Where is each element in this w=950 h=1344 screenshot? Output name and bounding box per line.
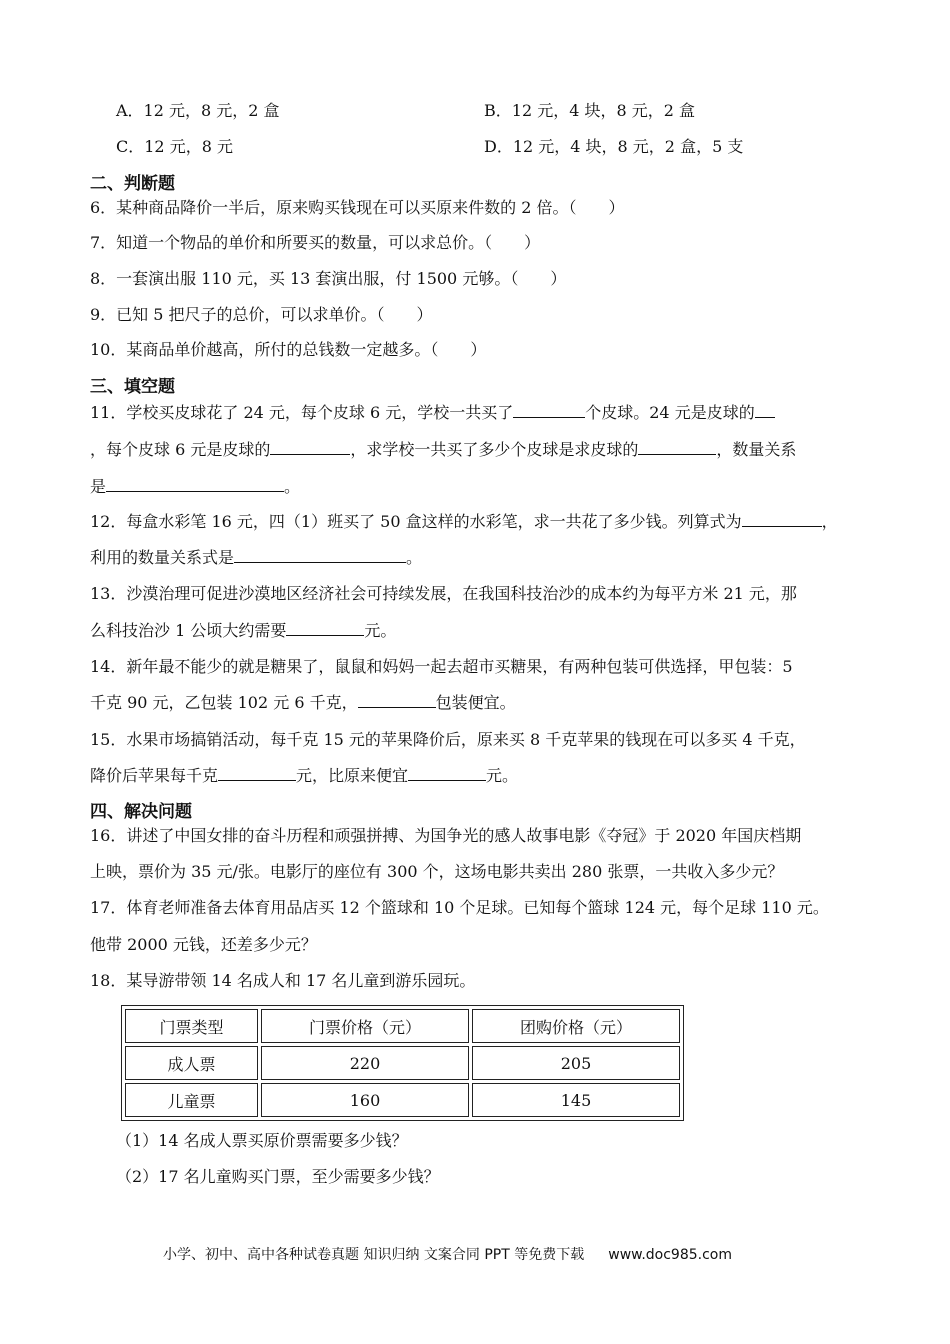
table-header-row bbox=[125, 1009, 680, 1043]
table-cell: 儿童票 bbox=[125, 1083, 258, 1117]
option-a: A．12 元，8 元，2 盒 bbox=[116, 101, 280, 120]
answer-blank[interactable] bbox=[408, 765, 486, 781]
q12-text-2: ， bbox=[821, 512, 838, 531]
question-11-line-3 bbox=[90, 476, 300, 498]
table-header-cell: 门票类型 bbox=[125, 1009, 258, 1043]
q13-text-2: 么科技治沙 1 公顷大约需要 bbox=[90, 621, 287, 640]
question-12-line-2 bbox=[90, 547, 422, 569]
q13-text-3: 元。 bbox=[364, 621, 397, 640]
table-cell: 220 bbox=[261, 1046, 469, 1080]
question-6: 6．某种商品降价一半后，原来购买钱现在可以买原来件数的 2 倍。（ ） bbox=[90, 198, 625, 217]
q15-text-3: 元，比原来便宜 bbox=[296, 766, 409, 785]
question-17-line-1: 17．体育老师准备去体育用品店买 12 个篮球和 10 个足球。已知每个篮球 124 元，每个足球 110 元。 bbox=[90, 898, 829, 917]
option-b: B．12 元，4 块，8 元，2 盒 bbox=[484, 101, 696, 120]
question-9: 9．已知 5 把尺子的总价，可以求单价。（ ） bbox=[90, 305, 433, 324]
answer-blank[interactable] bbox=[358, 692, 436, 708]
footer-site-link[interactable]: www.doc985.com bbox=[608, 1247, 732, 1263]
answer-blank[interactable] bbox=[286, 620, 364, 636]
page-footer bbox=[163, 1246, 732, 1264]
q14-text-2: 千克 90 元，乙包装 102 元 6 千克， bbox=[90, 693, 358, 712]
question-14-line-2 bbox=[90, 692, 516, 714]
question-11-line-2 bbox=[90, 439, 796, 461]
question-17-line-2: 他带 2000 元钱，还差多少元？ bbox=[90, 935, 317, 954]
q11-text-1: 11．学校买皮球花了 24 元，每个皮球 6 元，学校一共买了 bbox=[90, 403, 514, 422]
table-cell: 145 bbox=[472, 1083, 680, 1117]
question-15-line-2 bbox=[90, 765, 518, 787]
table-row bbox=[125, 1083, 680, 1117]
question-10: 10．某商品单价越高，所付的总钱数一定越多。（ ） bbox=[90, 340, 487, 359]
table-header-cell: 门票价格（元） bbox=[261, 1009, 469, 1043]
table-row bbox=[125, 1046, 680, 1080]
question-12-line-1 bbox=[90, 511, 838, 533]
q11-text-5: ，数量关系 bbox=[716, 440, 797, 459]
q14-text-3: 包装便宜。 bbox=[435, 693, 516, 712]
section-heading-problems: 四、解决问题 bbox=[90, 802, 192, 822]
answer-blank[interactable] bbox=[270, 439, 350, 455]
table-header-cell: 团购价格（元） bbox=[472, 1009, 680, 1043]
question-13-line-1: 13．沙漠治理可促进沙漠地区经济社会可持续发展，在我国科技治沙的成本约为每平方米 21 元，那 bbox=[90, 584, 797, 603]
answer-blank[interactable] bbox=[742, 511, 822, 527]
footer-text: 小学、初中、高中各种试卷真题 知识归纳 文案合同 PPT 等免费下载 bbox=[163, 1247, 585, 1263]
section-heading-judgement: 二、判断题 bbox=[90, 174, 175, 194]
section-heading-fill-blank: 三、填空题 bbox=[90, 377, 175, 397]
question-16-line-1: 16．讲述了中国女排的奋斗历程和顽强拼搏、为国争光的感人故事电影《夺冠》于 2020 年国庆档期 bbox=[90, 826, 802, 845]
q11-text-3: ，每个皮球 6 元是皮球的 bbox=[90, 440, 271, 459]
option-c: C．12 元，8 元 bbox=[116, 137, 233, 156]
q12-text-4: 。 bbox=[406, 548, 423, 567]
question-15-line-1: 15．水果市场搞销活动，每千克 15 元的苹果降价后，原来买 8 千克苹果的钱现在可以多买 4 千克， bbox=[90, 730, 806, 749]
answer-blank[interactable] bbox=[218, 765, 296, 781]
q15-text-2: 降价后苹果每千克 bbox=[90, 766, 219, 785]
q11-text-6: 是 bbox=[90, 477, 107, 496]
q11-text-7: 。 bbox=[284, 477, 301, 496]
answer-blank[interactable] bbox=[513, 402, 585, 418]
answer-blank[interactable] bbox=[106, 476, 284, 492]
question-16-line-2: 上映，票价为 35 元/张。电影厅的座位有 300 个，这场电影共卖出 280 张票，一共收入多少元？ bbox=[90, 862, 784, 881]
table-cell: 160 bbox=[261, 1083, 469, 1117]
table-cell: 205 bbox=[472, 1046, 680, 1080]
question-8: 8．一套演出服 110 元，买 13 套演出服，付 1500 元够。（ ） bbox=[90, 269, 567, 288]
question-7: 7．知道一个物品的单价和所要买的数量，可以求总价。（ ） bbox=[90, 233, 541, 252]
option-d: D．12 元，4 块，8 元，2 盒，5 支 bbox=[484, 137, 744, 156]
answer-blank[interactable] bbox=[638, 439, 716, 455]
question-11-line-1 bbox=[90, 402, 775, 424]
answer-blank[interactable] bbox=[755, 402, 775, 418]
table-cell: 成人票 bbox=[125, 1046, 258, 1080]
q12-text-3: 利用的数量关系式是 bbox=[90, 548, 235, 567]
q11-text-4: ，求学校一共买了多少个皮球是求皮球的 bbox=[350, 440, 639, 459]
question-18-part-1: （1）14 名成人票买原价票需要多少钱？ bbox=[116, 1131, 408, 1150]
ticket-price-table bbox=[121, 1005, 684, 1121]
question-18: 18．某导游带领 14 名成人和 17 名儿童到游乐园玩。 bbox=[90, 971, 476, 990]
question-18-part-2: （2）17 名儿童购买门票，至少需要多少钱？ bbox=[116, 1167, 440, 1186]
q11-text-2: 个皮球。24 元是皮球的 bbox=[585, 403, 755, 422]
question-13-line-2 bbox=[90, 620, 396, 642]
q15-text-4: 元。 bbox=[486, 766, 519, 785]
q12-text-1: 12．每盒水彩笔 16 元，四（1）班买了 50 盒这样的水彩笔，求一共花了多少钱。列算式为 bbox=[90, 512, 742, 531]
answer-blank[interactable] bbox=[234, 547, 406, 563]
question-14-line-1: 14．新年最不能少的就是糖果了，鼠鼠和妈妈一起去超市买糖果，有两种包装可供选择，甲包装：5 bbox=[90, 657, 793, 676]
